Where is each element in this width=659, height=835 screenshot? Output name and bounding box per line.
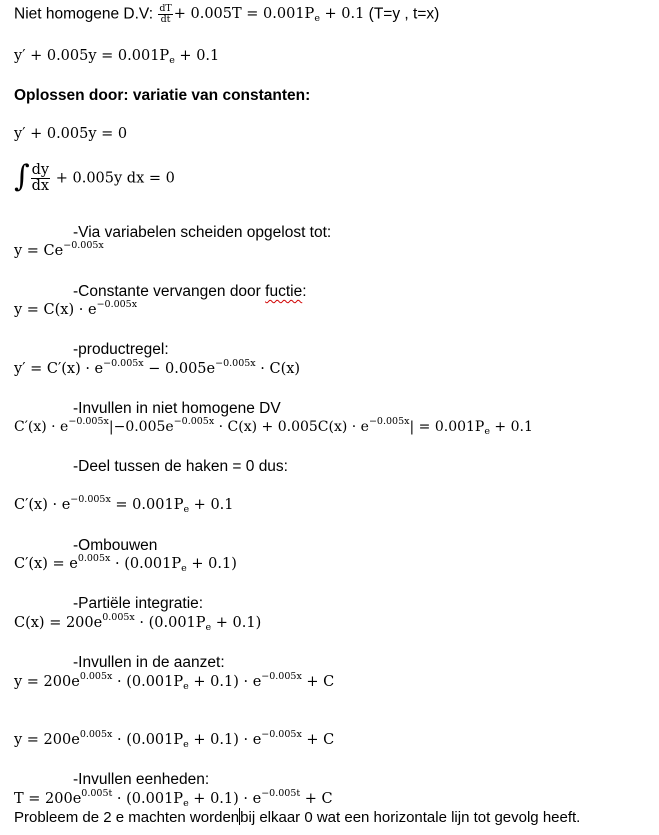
step-9: -Invullen eenheden: (73, 771, 210, 788)
step-7: -Partiële integratie: (73, 595, 204, 612)
step-4: -Invullen in niet homogene DV (73, 400, 281, 417)
equation-9: $C'(x) = e^{0.005x} \cdot (0.001P_e + 0.1)$ (14, 553, 237, 574)
heading: Oplossen door: variatie van constanten: (14, 87, 311, 104)
step-2: -Constante vervangen door fuctie: (73, 283, 307, 300)
title-line (14, 4, 439, 25)
step-5: -Deel tussen de haken = 0 dus: (73, 458, 288, 475)
footer-line[interactable]: Probleem de 2 e machten wordenbij elkaar 0 wat een horizontale lijn tot gevolg heeft. (14, 809, 581, 826)
equation-10: $C(x) = 200e^{0.005x} \cdot (0.001P_e + 0.1)$ (14, 612, 262, 633)
equation-8: $C'(x) \cdot e^{-0.005x} = 0.001P_e + 0.1$ (14, 494, 234, 515)
equation-12: $y = 200e^{0.005x} \cdot (0.001P_e + 0.1) \cdot e^{-0.005x} + C$ (14, 729, 335, 750)
equation-2: y′ + 0.005y = 0 (14, 126, 128, 142)
equation-13: $T = 200e^{0.005t} \cdot (0.001P_e + 0.1) \cdot e^{-0.005t} + C$ (14, 788, 333, 809)
title-note: (T=y , t=x) (364, 5, 440, 23)
equation-1: $y' + 0.005y = 0.001P_e + 0.1$ (14, 48, 220, 66)
equation-11: $y = 200e^{0.005x} \cdot (0.001P_e + 0.1) \cdot e^{-0.005x} + C$ (14, 671, 335, 692)
equation-6: $y' = C'(x) \cdot e^{-0.005x} - 0.005e^{-0.005x} \cdot C(x)$ (14, 358, 301, 377)
dy-dx-fraction: $\frac{dy}{dx}$ (31, 162, 50, 195)
step-8: -Invullen in de aanzet: (73, 654, 225, 671)
equation-3: ∫ $\frac{dy}{dx}$ + 0.005y dx = 0 (14, 158, 175, 195)
spelling-error-word: fuctie (265, 283, 303, 300)
title-equation: $\frac{dT}{dt}$ + $0.005T = 0.001P_e + 0.1$ (159, 3, 365, 25)
step-1: -Via variabelen scheiden opgelost tot: (73, 224, 332, 241)
dT-dt-fraction: $\frac{dT}{dt}$ (159, 3, 172, 25)
equation-5: $y = C(x) \cdot e^{-0.005x}$ (14, 299, 138, 318)
equation-7: $C'(x) \cdot e^{-0.005x}|-0.005e^{-0.005x} \cdot C(x) + 0.005C(x) \cdot e^{-0.005x}| = 0.001P_e + 0.1$ (14, 416, 533, 437)
title-text: Niet homogene D.V: (14, 5, 158, 23)
step-6: -Ombouwen (73, 537, 158, 554)
integral-sign: ∫ (14, 158, 30, 194)
equation-4: $y = Ce^{-0.005x}$ (14, 240, 104, 259)
step-3: -productregel: (73, 341, 169, 358)
